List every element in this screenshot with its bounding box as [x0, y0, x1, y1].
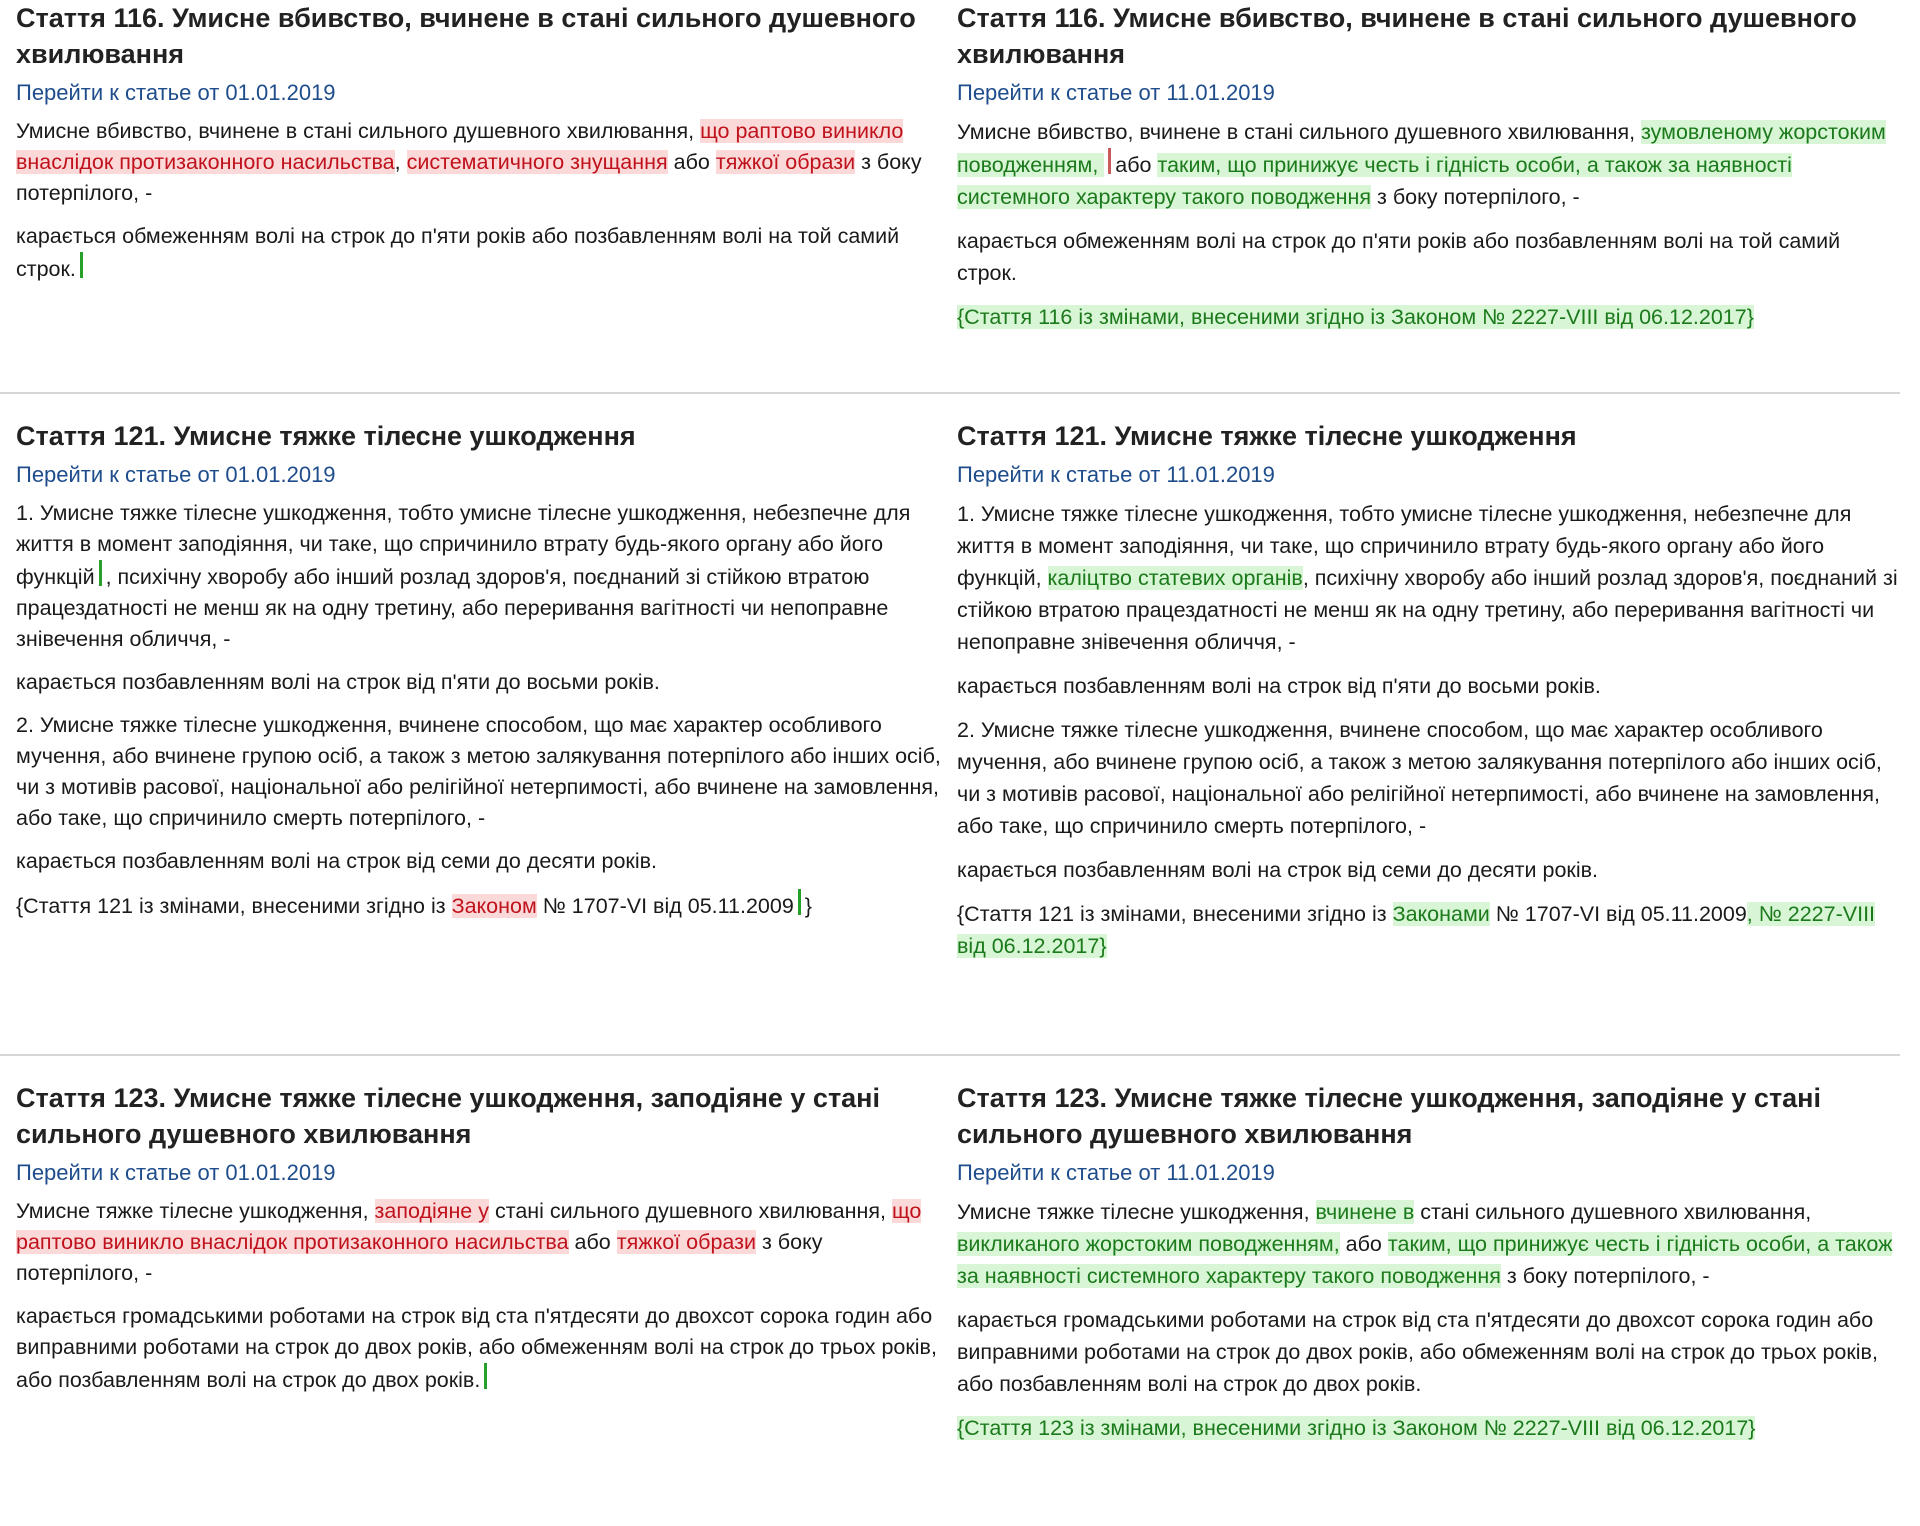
old-version-column [0, 0, 953, 392]
old-version-column [0, 1056, 953, 1522]
article-paragraph [957, 116, 1900, 213]
inserted-text: зумовленому жорстоким поводженням, [957, 120, 1886, 177]
article-paragraph [16, 889, 941, 922]
article-paragraph [957, 898, 1900, 962]
article-paragraph [957, 498, 1900, 658]
old-version-column [0, 394, 953, 1054]
deleted-text: тяжкої образи [616, 1230, 756, 1254]
text-segment: стані сильного душевного хвилювання, [489, 1199, 892, 1223]
text-segment: з боку потерпілого, - [1500, 1264, 1710, 1288]
article-paragraph [957, 1304, 1900, 1400]
inserted-text: {Стаття 123 із змінами, внесеними згідно із Законом № 2227-VIII від 06.12.2017} [957, 1416, 1756, 1440]
deleted-text: заподіяне у [374, 1199, 489, 1223]
article-title: Стаття 116. Умисне вбивство, вчинене в стані сильного душевного хвилювання [957, 3, 1857, 69]
text-segment: карається позбавленням волі на строк від п'яти до восьми років. [957, 674, 1601, 698]
text-segment: Умисне вбивство, вчинене в стані сильного душевного хвилювання, [16, 119, 701, 143]
deleted-text: що раптово виникло внаслідок протизаконного насильства [16, 1199, 922, 1254]
text-segment: 1. Умисне тяжке тілесне ушкодження, тобто умисне тілесне ушкодження, небезпечне для життя в момент заподіяння, чи таке, що спричинило втрату будь-якого органу або його функцій, [957, 502, 1852, 590]
deleted-text: систематичного знущання [406, 150, 668, 174]
deletion-marker [1108, 148, 1111, 174]
text-segment: з боку потерпілого, - [16, 1230, 823, 1285]
article-paragraph [957, 301, 1900, 333]
article-title: Стаття 123. Умисне тяжке тілесне ушкодження, заподіяне у стані сильного душевного хвилювання [16, 1083, 880, 1149]
article-paragraph [957, 1412, 1900, 1444]
article-paragraph [957, 1196, 1900, 1292]
article-paragraph [957, 714, 1900, 842]
article-paragraph [16, 1196, 941, 1289]
article-paragraph [16, 667, 941, 698]
inserted-text: таким, що принижує честь і гідність особи, а також за наявності системного характеру такого поводження [957, 1232, 1893, 1288]
text-segment: Умисне тяжке тілесне ушкодження, [16, 1199, 375, 1223]
article-paragraph [16, 498, 941, 655]
article-paragraph [16, 710, 941, 834]
new-version-column [953, 394, 1900, 1054]
article-comparison-row [0, 1056, 1900, 1522]
text-segment: стані сильного душевного хвилювання, [1414, 1200, 1812, 1224]
go-to-article-link[interactable]: Перейти к статье от 11.01.2019 [957, 462, 1275, 487]
article-title: Стаття 123. Умисне тяжке тілесне ушкодження, заподіяне у стані сильного душевного хвилювання [957, 1083, 1821, 1149]
go-to-article-link[interactable]: Перейти к статье от 11.01.2019 [957, 80, 1275, 105]
inserted-text: таким, що принижує честь і гідність особи, а також за наявності системного характеру такого поводження [957, 153, 1792, 209]
article-comparison-row [0, 394, 1900, 1056]
deleted-text: що раптово виникло внаслідок протизаконного насильства [16, 119, 904, 174]
new-version-column [953, 0, 1900, 392]
text-segment: № 1707-VI від 05.11.2009 [536, 894, 794, 918]
text-segment: , психічну хворобу або інший розлад здоров'я, поєднаний зі стійкою втратою працездатності не менш як на одну третину, або переривання вагітності чи непоправне знівечення обличчя, - [16, 565, 889, 651]
text-segment: або [1115, 153, 1158, 177]
text-segment: карається позбавленням волі на строк від п'яти до восьми років. [16, 670, 660, 694]
text-segment: карається обмеженням волі на строк до п'яти років або позбавленням волі на той самий строк. [957, 229, 1841, 285]
text-segment: карається позбавленням волі на строк від семи до десяти років. [957, 858, 1599, 882]
text-segment: Умисне тяжке тілесне ушкодження, [957, 1200, 1316, 1224]
article-paragraph [16, 846, 941, 877]
inserted-text: Законами [1392, 902, 1490, 926]
article-comparison-row [0, 0, 1900, 394]
inserted-text: , № 2227-VIII від 06.12.2017} [957, 902, 1876, 958]
text-segment: № 1707-VI від 05.11.2009 [1489, 902, 1747, 926]
go-to-article-link[interactable]: Перейти к статье от 01.01.2019 [16, 1160, 336, 1185]
article-paragraph [16, 1301, 941, 1396]
go-to-article-link[interactable]: Перейти к статье от 01.01.2019 [16, 462, 336, 487]
article-title: Стаття 121. Умисне тяжке тілесне ушкодження [16, 421, 636, 451]
text-segment: карається громадськими роботами на строк від ста п'ятдесяти до двохсот сорока годин або виправними роботами на строк до двох років, або обмеженням волі на строк до трьох років, або позбавленням волі на строк до двох років. [957, 1308, 1878, 1396]
text-segment: карається обмеженням волі на строк до п'яти років або позбавленням волі на той самий строк. [16, 224, 900, 281]
text-segment: з боку потерпілого, - [1371, 185, 1580, 209]
article-paragraph [957, 854, 1900, 886]
insertion-marker [99, 560, 102, 586]
article-paragraph [16, 221, 941, 285]
inserted-text: викликаного жорстоким поводженням, [957, 1232, 1340, 1256]
text-segment: 1. Умисне тяжке тілесне ушкодження, тобто умисне тілесне ушкодження, небезпечне для життя в момент заподіяння, чи таке, що спричинило втрату будь-якого органу або його функцій [16, 501, 911, 589]
text-segment: або [568, 1230, 617, 1254]
text-segment: {Стаття 121 із змінами, внесеними згідно із [957, 902, 1393, 926]
text-segment: } [804, 894, 812, 918]
deleted-text: тяжкої образи [715, 150, 856, 174]
article-title: Стаття 121. Умисне тяжке тілесне ушкодження [957, 421, 1577, 451]
inserted-text: {Стаття 116 із змінами, внесеними згідно із Законом № 2227-VIII від 06.12.2017} [957, 305, 1754, 329]
article-paragraph [957, 670, 1900, 702]
go-to-article-link[interactable]: Перейти к статье от 01.01.2019 [16, 80, 336, 105]
text-segment: , психічну хворобу або інший розлад здоров'я, поєднаний зі стійкою втратою працездатності не менш як на одну третину, або переривання вагітності чи непоправне знівечення обличчя, - [957, 566, 1898, 654]
text-segment: {Стаття 121 із змінами, внесеними згідно із [16, 894, 452, 918]
text-segment: карається позбавленням волі на строк від семи до десяти років. [16, 849, 658, 873]
text-segment: , [394, 150, 407, 174]
article-title: Стаття 116. Умисне вбивство, вчинене в стані сильного душевного хвилювання [16, 3, 916, 69]
text-segment: або [1339, 1232, 1388, 1256]
new-version-column [953, 1056, 1900, 1522]
deleted-text: Законом [451, 894, 537, 918]
text-segment: або [667, 150, 716, 174]
text-segment: з боку потерпілого, - [16, 150, 922, 205]
go-to-article-link[interactable]: Перейти к статье от 11.01.2019 [957, 1160, 1275, 1185]
text-segment: Умисне вбивство, вчинене в стані сильного душевного хвилювання, [957, 120, 1642, 144]
text-segment: карається громадськими роботами на строк від ста п'ятдесяти до двохсот сорока годин або виправними роботами на строк до двох років, або обмеженням волі на строк до трьох років, або позбавленням волі на строк до двох років. [16, 1304, 937, 1392]
inserted-text: вчинене в [1315, 1200, 1415, 1224]
article-paragraph [16, 116, 941, 209]
article-paragraph [957, 225, 1900, 289]
insertion-marker [798, 889, 801, 915]
text-segment: 2. Умисне тяжке тілесне ушкодження, вчинене способом, що має характер особливого мучення, або вчинене групою осіб, а також з метою залякування потерпілого або інших осіб, чи з мотивів расової, національної або релігійної нетерпимості, або вчинене на замовлення, або таке, що спричинило смерть потерпілого, - [957, 718, 1882, 838]
text-segment: 2. Умисне тяжке тілесне ушкодження, вчинене способом, що має характер особливого мучення, або вчинене групою осіб, а також з метою залякування потерпілого або інших осіб, чи з мотивів расової, національної або релігійної нетерпимості, або вчинене на замовлення, або таке, що спричинило смерть потерпілого, - [16, 713, 941, 830]
inserted-text: каліцтво статевих органів [1047, 566, 1303, 590]
insertion-marker [80, 252, 83, 278]
insertion-marker [484, 1363, 487, 1389]
